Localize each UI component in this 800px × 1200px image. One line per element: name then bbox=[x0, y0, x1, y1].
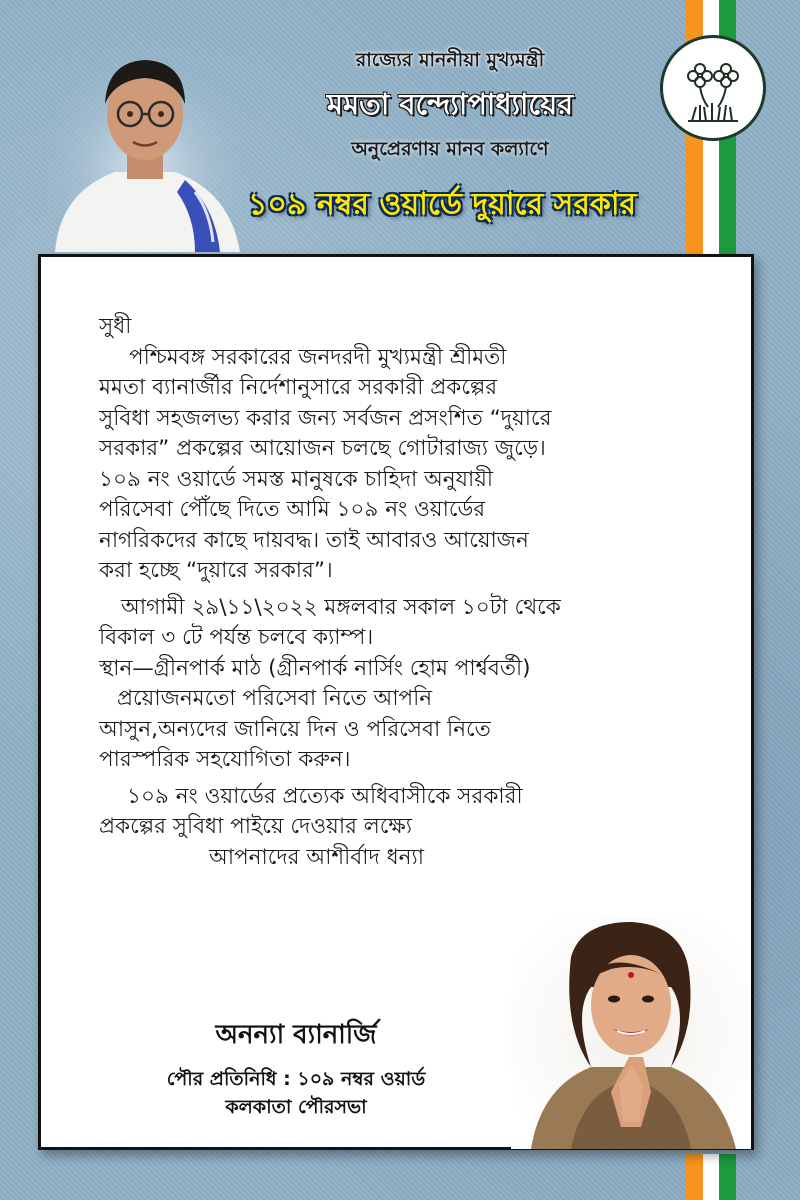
letter-line: পশ্চিমবঙ্গ সরকারের জনদরদী মুখ্যমন্ত্রী শ্রীমতী bbox=[129, 344, 507, 370]
councillor-photo bbox=[511, 917, 751, 1149]
letter-line: প্রয়োজনমতো পরিসেবা নিতে আপনি bbox=[117, 686, 433, 711]
letter-salutation: সুধী bbox=[99, 314, 132, 339]
letter-body bbox=[99, 312, 709, 873]
letter-line: সুবিধা সহজলভ্য করার জন্য সর্বজন প্রসংশিত “দুয়ারে bbox=[99, 405, 552, 431]
letter-line: আপনাদের আশীর্বাদ ধন্যা bbox=[209, 844, 424, 870]
letter-card bbox=[38, 254, 754, 1150]
header-cm-name: মমতা বন্দ্যোপাধ্যায়ের bbox=[326, 87, 574, 121]
signature-block bbox=[81, 1015, 511, 1121]
headline-duare-sarkar: ১০৯ নম্বর ওয়ার্ডে দুয়ারে সরকার bbox=[247, 187, 637, 222]
letter-line: মমতা ব্যানার্জীর নির্দেশানুসারে সরকারী প্রকল্পের bbox=[99, 375, 498, 400]
letter-line: বিকাল ৩ টে পর্যন্ত চলবে ক্যাম্প। bbox=[99, 625, 374, 650]
signatory-organization: কলকাতা পৌরসভা bbox=[225, 1096, 367, 1118]
signatory-name: অনন্যা ব্যানার্জি bbox=[215, 1020, 377, 1050]
letter-line: আগামী ২৯\১১\২০২২ মঙ্গলবার সকাল ১০টা থেকে bbox=[121, 594, 561, 620]
letter-line: ১০৯ নং ওয়ার্ডে সমস্ত মানুষকে চাহিদা অনুযায়ী bbox=[99, 466, 494, 492]
flag-stripes-bottom bbox=[686, 1154, 736, 1200]
letter-line: ১০৯ নং ওয়ার্ডের প্রত্যেক অধিবাসীকে সরকারী bbox=[127, 783, 523, 809]
letter-line: প্রকল্পের সুবিধা পাইয়ে দেওয়ার লক্ষ্যে bbox=[99, 814, 413, 839]
letter-line: করা হচ্ছে “দুয়ারে সরকার”। bbox=[99, 558, 333, 583]
twin-flowers-grass-emblem-icon bbox=[660, 35, 766, 141]
chief-minister-photo bbox=[45, 42, 245, 252]
signatory-title: পৌর প্রতিনিধি : ১০৯ নম্বর ওয়ার্ড bbox=[166, 1068, 426, 1090]
header-line-3: অনুপ্রেরণায় মানব কল্যাণে bbox=[351, 138, 549, 160]
letter-line: পরিসেবা পৌঁছে দিতে আমি ১০৯ নং ওয়ার্ডের bbox=[99, 497, 486, 522]
letter-line: নাগরিকদের কাছে দায়বদ্ধ। তাই আবারও আয়োজন bbox=[99, 527, 529, 553]
header-line-1: রাজ্যের মাননীয়া মুখ্যমন্ত্রী bbox=[355, 49, 545, 71]
letter-line: আসুন,অন্যদের জানিয়ে দিন ও পরিসেবা নিতে bbox=[99, 716, 491, 742]
letter-line: সরকার” প্রকল্পের আয়োজন চলছে গোটারাজ্য জুড়ে। bbox=[99, 436, 546, 461]
letter-line: স্থান—গ্রীনপার্ক মাঠ (গ্রীনপার্ক নার্সিং হোম পার্শ্ববর্তী) bbox=[99, 655, 531, 681]
letter-line: পারস্পরিক সহযোগিতা করুন। bbox=[99, 747, 351, 772]
